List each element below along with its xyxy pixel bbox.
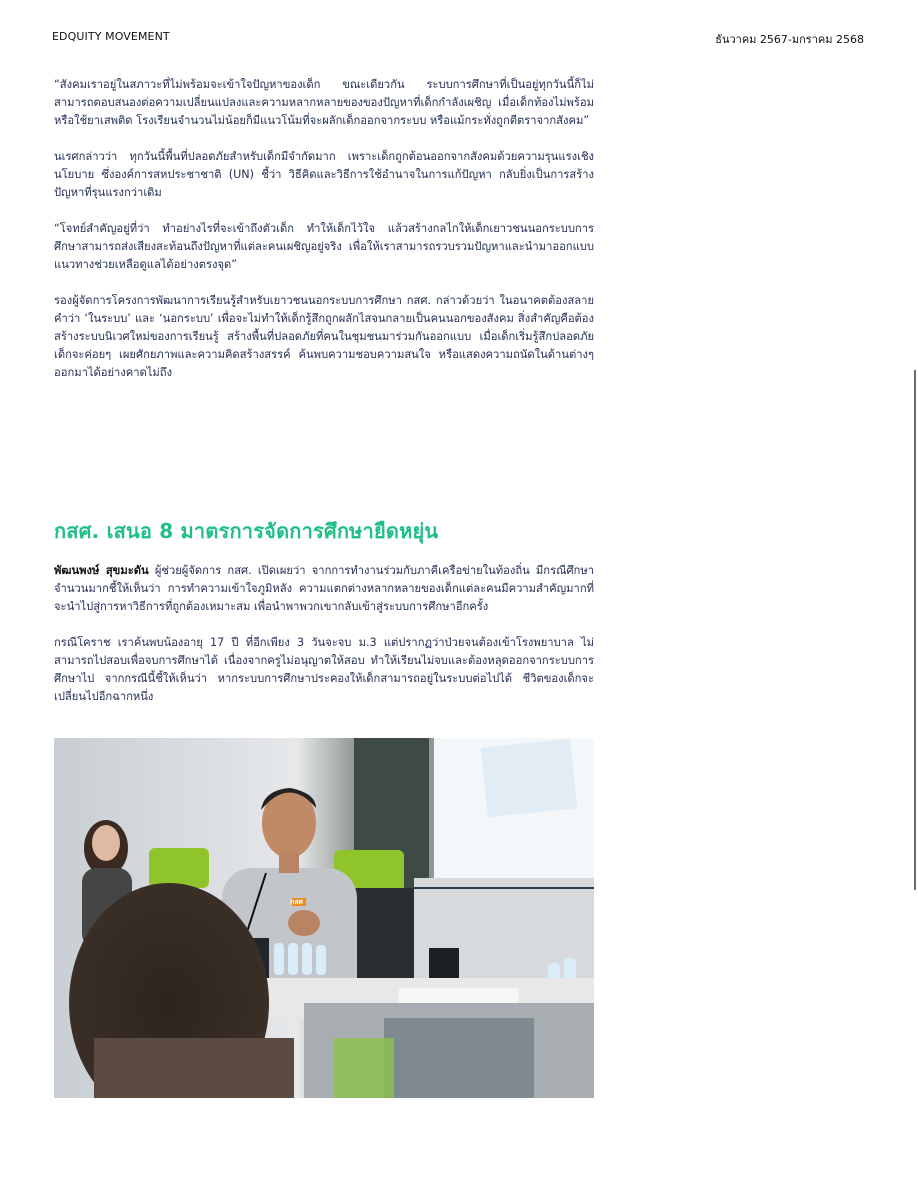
article-body-bottom — [54, 562, 594, 706]
meeting-photo-illustration — [54, 738, 594, 1098]
meeting-photo — [54, 738, 594, 1098]
paragraph-3: “โจทย์สำคัญอยู่ที่ว่า ทำอย่างไรที่จะเข้าถึงตัวเด็ก ทำให้เด็กไว้ใจ แล้วสร้างกลไกให้เด็กเยาวชนนอกระบบการศึกษาสามารถส่งเสียงสะท้อนถึงปัญหาที่แต่ละคนเผชิญอยู่จริง เพื่อให้เราสามารถรวบรวมปัญหาและนำมาออกแบบแนวทางช่วยเหลือดูแลได้อย่างตรงจุด” — [54, 222, 594, 271]
brand-name: EDQUITY MOVEMENT — [52, 30, 170, 43]
issue-date: ธันวาคม 2567-มกราคม 2568 — [715, 33, 864, 46]
paragraph-4: รองผู้จัดการโครงการพัฒนาการเรียนรู้สำหรับเยาวชนนอกระบบการศึกษา กสศ. กล่าวด้วยว่า ในอนาคตต้องสลายคำว่า ‘ในระบบ’ และ ‘นอกระบบ’ เพื่อจะไม่ทำให้เด็กรู้สึกถูกผลักไสจนกลายเป็นคนนอกของสังคม สิ่งสำคัญคือต้องสร้างระบบนิเวศใหม่ของการเรียนรู้ สร้างพื้นที่ปลอดภัยที่คนในชุมชนมาร่วมกันออกแบบ เมื่อเด็กเริ่มรู้สึกปลอดภัย เด็กจะค่อยๆ เผยศักยภาพและความคิดสร้างสรรค์ ค้นพบความชอบความสนใจ หรือแสดงความถนัดในด้านต่างๆ ออกมาได้อย่างคาดไม่ถึง — [54, 294, 594, 379]
paragraph-6: กรณีโคราช เราค้นพบน้องอายุ 17 ปี ที่อีกเพียง 3 วันจะจบ ม.3 แต่ปรากฏว่าป่วยจนต้องเข้าโรงพยาบาล ไม่สามารถไปสอบเพื่อจบการศึกษาได้ เนื่องจากครูไม่อนุญาตให้สอบ ทำให้เรียนไม่จบและต้องหลุดออกจากระบบการศึกษาไป จากกรณีนี้ชี้ให้เห็นว่า หากระบบการศึกษาประคองให้เด็กสามารถอยู่ในระบบต่อไปได้ ชีวิตของเด็กจะเปลี่ยนไปอีกฉากหนึ่ง — [54, 636, 594, 703]
paragraph-2: นเรศกล่าวว่า ทุกวันนี้พื้นที่ปลอดภัยสำหรับเด็กมีจำกัดมาก เพราะเด็กถูกต้อนออกจากสังคมด้วยความรุนแรงเชิงนโยบาย ซึ่งองค์การสหประชาชาติ (UN) ชี้ว่า วิธีคิดและวิธีการใช้อำนาจในการแก้ปัญหา กลับยิ่งเป็นการสร้างปัญหาที่รุนแรงกว่าเดิม — [54, 150, 594, 199]
paragraph-5 — [54, 562, 594, 616]
page-edge-line — [914, 370, 916, 890]
shirt-logo-text: กสศ — [290, 898, 303, 906]
section-heading: กสศ. เสนอ 8 มาตรการจัดการศึกษายืดหยุ่น — [54, 519, 439, 543]
article-body-top — [54, 76, 594, 382]
paragraph-1: “สังคมเราอยู่ในสภาวะที่ไม่พร้อมจะเข้าใจปัญหาของเด็ก ขณะเดียวกัน ระบบการศึกษาที่เป็นอยู่ทุกวันนี้ก็ไม่สามารถตอบสนองต่อความเปลี่ยนแปลงและความหลากหลายของของปัญหาที่เด็กกำลังเผชิญ เมื่อเด็กท้องไม่พร้อม หรือใช้ยาเสพติด โรงเรียนจำนวนไม่น้อยก็มีแนวโน้มที่จะผลักเด็กออกจากระบบ หรือแม้กระทั่งถูกตีตราจากสังคม” — [54, 78, 594, 127]
speaker-name: พัฒนพงษ์ สุขมะดัน — [54, 564, 149, 577]
paragraph-5-text: ผู้ช่วยผู้จัดการ กสศ. เปิดเผยว่า จากการทำงานร่วมกับภาคีเครือข่ายในท้องถิ่น มีกรณีศึกษาจำนวนมากชี้ให้เห็นว่า การทำความเข้าใจภูมิหลัง ความแตกต่างหลากหลายของเด็กแต่ละคนมีความสำคัญมากที่จะนำไปสู่การหาวิธีการที่ถูกต้องเหมาะสม เพื่อนำพาพวกเขากลับเข้าสู่ระบบการศึกษาอีกครั้ง — [54, 564, 594, 613]
page-header — [52, 30, 864, 46]
